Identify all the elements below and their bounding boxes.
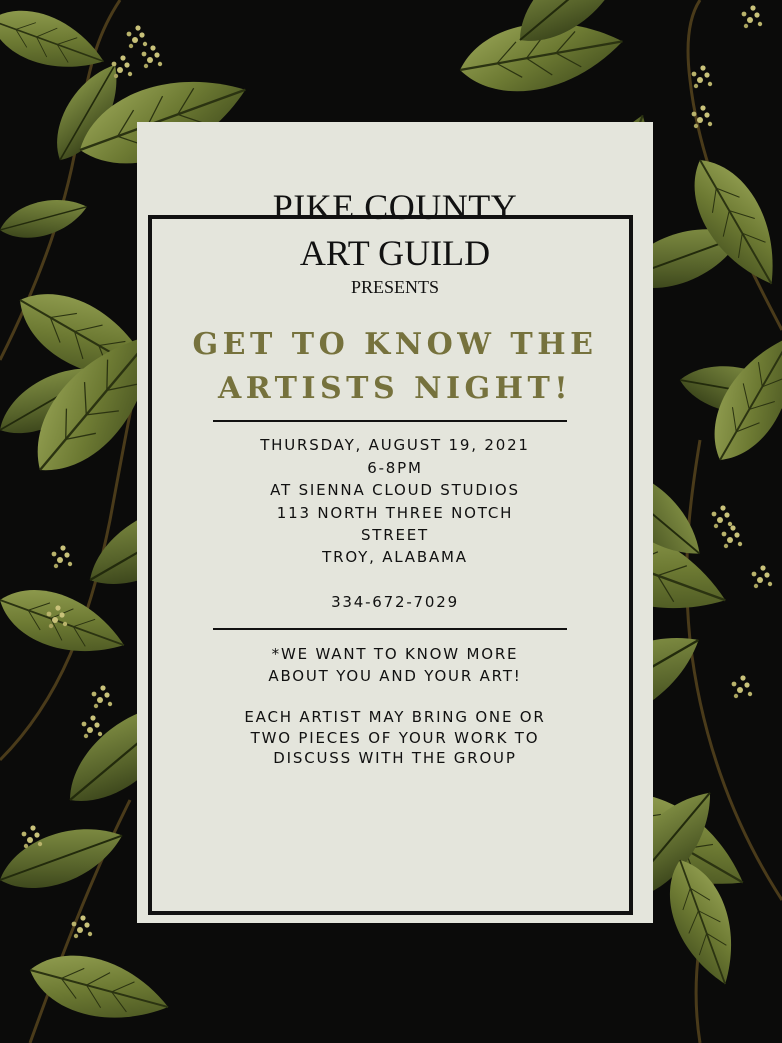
event-venue: AT SIENNA CLOUD STUDIOS bbox=[270, 481, 520, 499]
event-title-line2: ARTISTS NIGHT! bbox=[217, 371, 573, 406]
event-time: 6-8PM bbox=[367, 459, 423, 477]
address-line2: STREET bbox=[360, 526, 430, 544]
org-name-line1: PIKE COUNTY bbox=[272, 187, 518, 227]
note-line5: DISCUSS WITH THE GROUP bbox=[273, 749, 517, 767]
note-line3: EACH ARTIST MAY BRING ONE OR bbox=[244, 708, 546, 726]
flyer-card bbox=[137, 122, 653, 923]
note-line1: *WE WANT TO KNOW MORE bbox=[271, 645, 519, 663]
org-name-line2: ART GUILD bbox=[299, 233, 491, 273]
note-line4: TWO PIECES OF YOUR WORK TO bbox=[250, 729, 540, 747]
note-line2: ABOUT YOU AND YOUR ART! bbox=[268, 667, 522, 685]
event-city: TROY, ALABAMA bbox=[322, 548, 468, 566]
divider-bottom bbox=[213, 628, 567, 630]
event-date: THURSDAY, AUGUST 19, 2021 bbox=[260, 436, 530, 454]
presents-label: PRESENTS bbox=[350, 277, 440, 297]
address-line1: 113 NORTH THREE NOTCH bbox=[276, 504, 514, 522]
event-title-line1: GET TO KNOW THE bbox=[192, 327, 598, 362]
divider-top bbox=[213, 420, 567, 422]
phone-number: 334-672-7029 bbox=[331, 593, 459, 611]
